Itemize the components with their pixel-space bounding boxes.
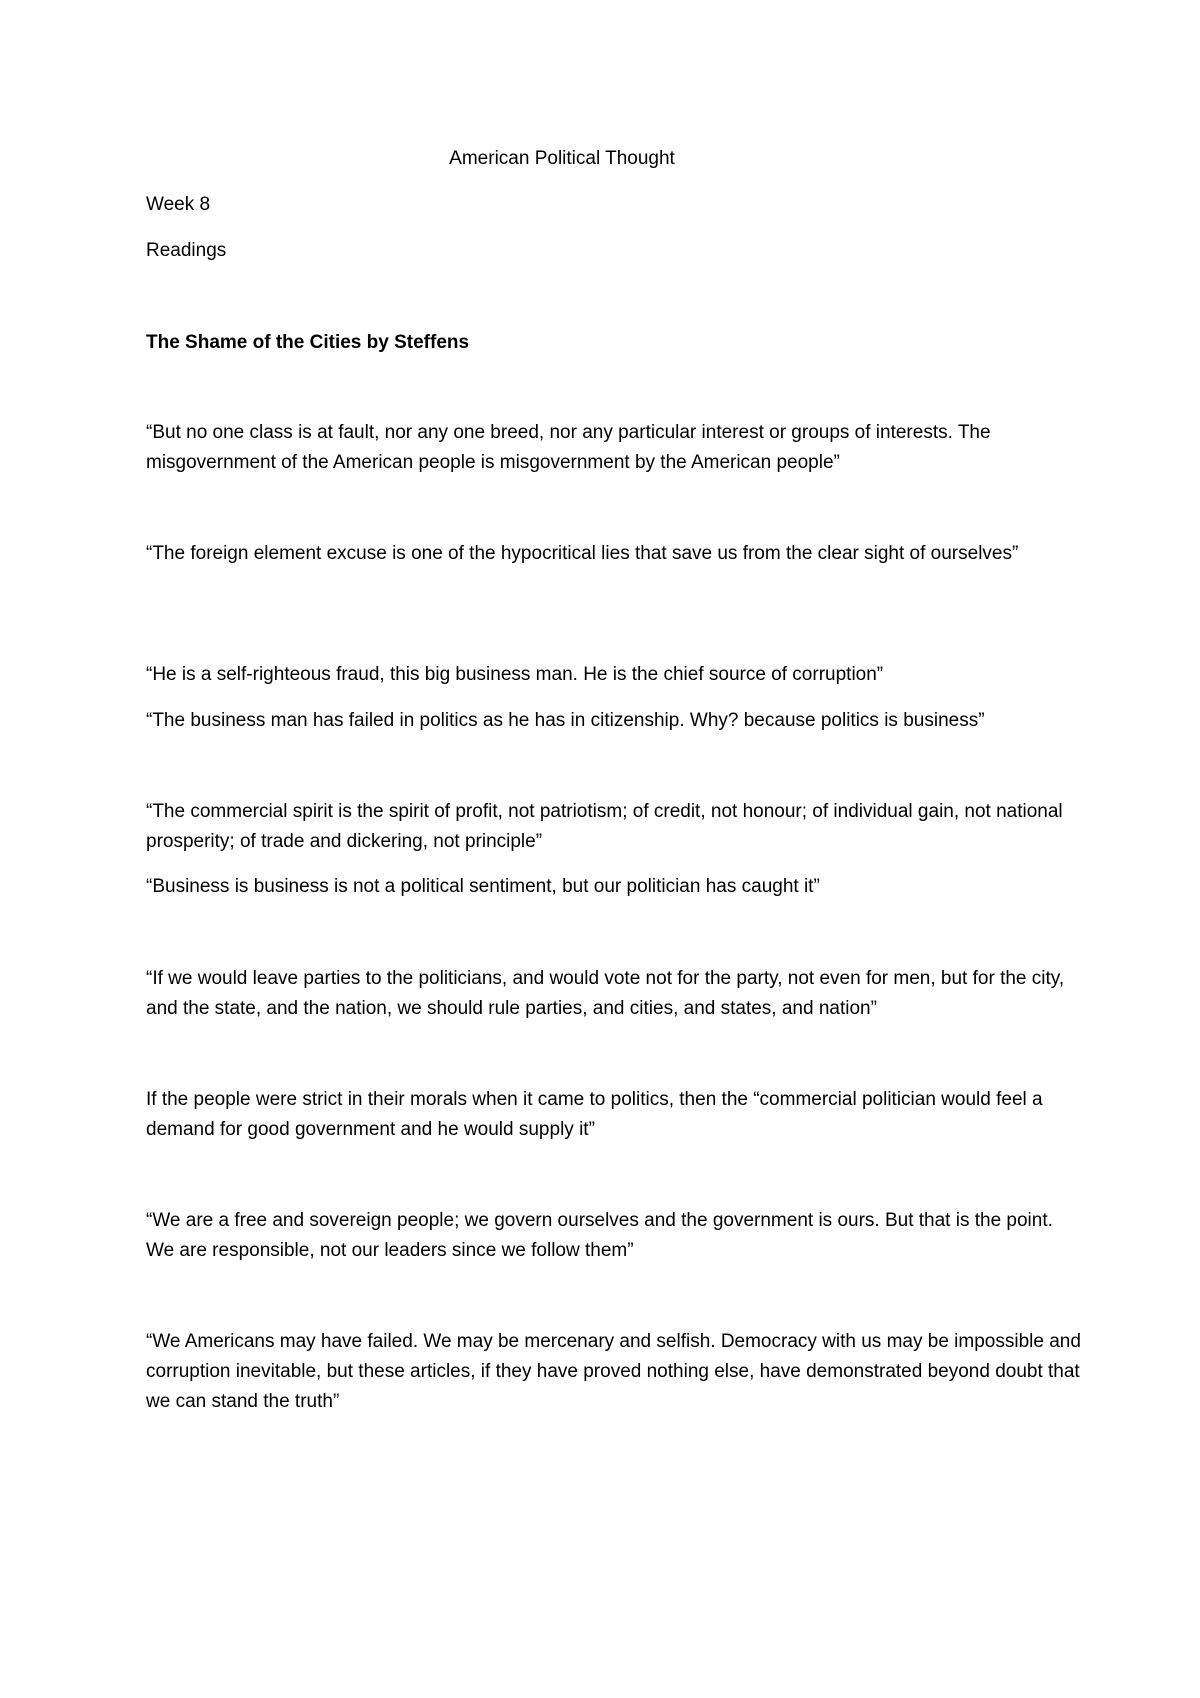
- quote-paragraph: “If we would leave parties to the politicians, and would vote not for the party, not even for men, but for the city, and the state, and the nation, we should rule parties, and cities, and states, and nation”: [146, 968, 1065, 1019]
- week-label: Week 8: [146, 194, 211, 215]
- quote-paragraph: “But no one class is at fault, nor any one breed, nor any particular interest or groups of interests. The misgovernment of the American people is misgovernment by the American people”: [146, 422, 991, 473]
- quote-paragraph: “We Americans may have failed. We may be mercenary and selfish. Democracy with us may be impossible and corruption inevitable, but these articles, if they have proved nothing else, have demonstrated beyond doubt that we can stand the truth”: [146, 1331, 1081, 1412]
- quote-paragraph: If the people were strict in their morals when it came to politics, then the “commercial politician would feel a demand for good government and he would supply it”: [146, 1089, 1043, 1140]
- reading-heading: The Shame of the Cities by Steffens: [146, 332, 470, 353]
- quote-paragraph: “He is a self-righteous fraud, this big business man. He is the chief source of corruption”: [146, 664, 884, 685]
- readings-label: Readings: [146, 240, 227, 261]
- quote-paragraph: “Business is business is not a political sentiment, but our politician has caught it”: [146, 876, 820, 897]
- quote-paragraph: “The business man has failed in politics as he has in citizenship. Why? because politics is business”: [146, 710, 985, 731]
- document-title: American Political Thought: [449, 148, 675, 169]
- quote-paragraph: “We are a free and sovereign people; we govern ourselves and the government is ours. But that is the point. We are responsible, not our leaders since we follow them”: [146, 1210, 1053, 1261]
- quote-paragraph: “The commercial spirit is the spirit of profit, not patriotism; of credit, not honour; of individual gain, not national prosperity; of trade and dickering, not principle”: [146, 801, 1063, 852]
- quote-paragraph: “The foreign element excuse is one of the hypocritical lies that save us from the clear sight of ourselves”: [146, 543, 1019, 564]
